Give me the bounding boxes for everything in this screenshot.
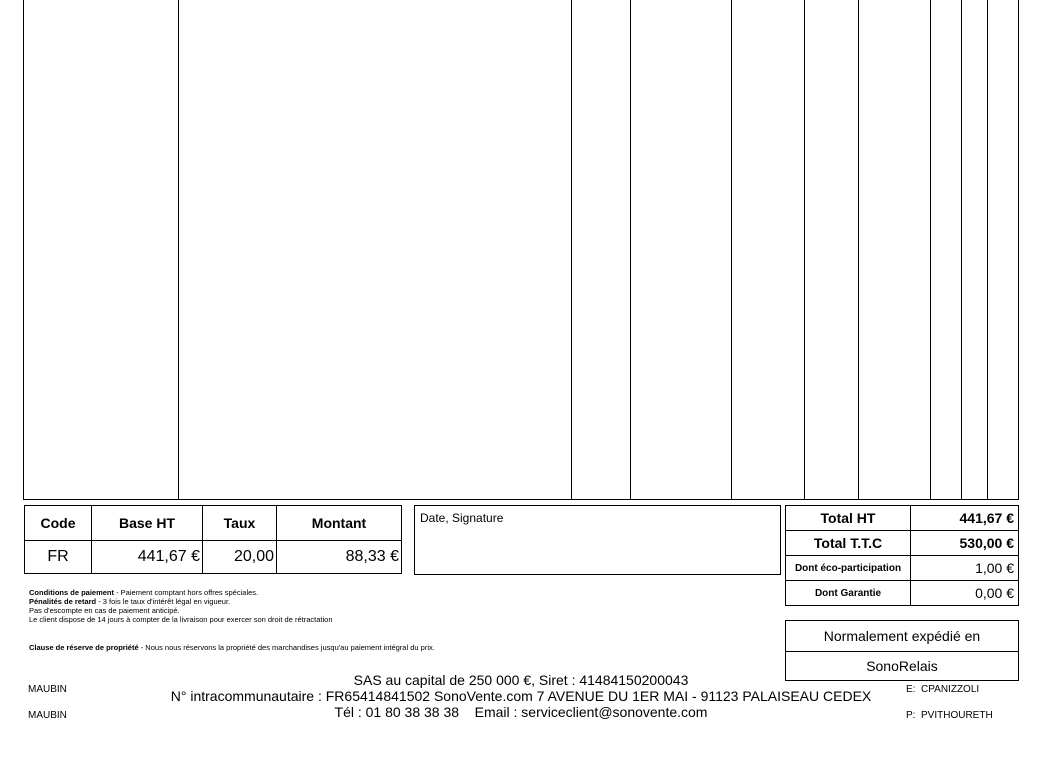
reserve-title: Clause de réserve de propriété (29, 643, 139, 652)
garantie-value: 0,00 € (911, 581, 1019, 606)
footer-right-bottom (906, 710, 993, 721)
footer-right-top (906, 684, 979, 695)
totals-row (786, 531, 1019, 556)
tax-header-code: Code (25, 506, 92, 541)
signature-box[interactable] (414, 505, 781, 575)
payment-conditions (29, 588, 429, 624)
tax-header-taux: Taux (203, 506, 277, 541)
shipping-line-2: SonoRelais (866, 658, 938, 674)
garantie-label: Dont Garantie (786, 581, 911, 606)
grid-border-right (1018, 0, 1019, 500)
total-ttc-label: Total T.T.C (786, 531, 911, 556)
late-penalty-title: Pénalités de retard (29, 597, 97, 606)
tax-table-header-row (25, 506, 402, 541)
withdrawal-line: Le client dispose de 14 jours à compter de la livraison pour exercer son droit de rétractation (29, 615, 333, 624)
tax-rate: 20,00 (203, 541, 277, 574)
eco-participation-label: Dont éco-participation (786, 556, 911, 581)
grid-column-divider (731, 0, 732, 500)
footer-address-line: N° intracommunautaire : FR65414841502 SonoVente.com 7 AVENUE DU 1ER MAI - 91123 PALAISEAU CEDEX (170, 688, 872, 704)
tax-header-base-ht: Base HT (92, 506, 203, 541)
tax-base-ht: 441,67 € (92, 541, 203, 574)
footer-right-bottom-name: PVITHOURETH (921, 710, 993, 721)
grid-column-divider (930, 0, 931, 500)
totals-row (786, 581, 1019, 606)
payment-terms-text: - Paiement comptant hors offres spéciales. (114, 588, 259, 597)
grid-bottom-border (23, 499, 1019, 500)
grid-column-divider (178, 0, 179, 500)
tax-header-montant: Montant (277, 506, 402, 541)
discount-line: Pas d'escompte en cas de paiement anticipé. (29, 606, 180, 615)
late-penalty-line (29, 597, 429, 606)
footer-contact-line: Tél : 01 80 38 38 38 Email : serviceclient@sonovente.com (334, 704, 708, 720)
total-ttc-value: 530,00 € (911, 531, 1019, 556)
footer-right-top-prefix: E: (906, 684, 916, 695)
total-ht-label: Total HT (786, 506, 911, 531)
totals-table (785, 505, 1019, 606)
table-row (25, 541, 402, 574)
grid-border-left (23, 0, 24, 500)
tax-amount: 88,33 € (277, 541, 402, 574)
grid-column-divider (804, 0, 805, 500)
footer-right-top-name: CPANIZZOLI (921, 684, 980, 695)
late-penalty-text: - 3 fois le taux d'intérêt légal en vigueur. (96, 597, 231, 606)
tax-code: FR (25, 541, 92, 574)
total-ht-value: 441,67 € (911, 506, 1019, 531)
shipping-line-1: Normalement expédié en (786, 621, 1018, 652)
grid-column-divider (858, 0, 859, 500)
eco-participation-value: 1,00 € (911, 556, 1019, 581)
grid-column-divider (987, 0, 988, 500)
signature-label: Date, Signature (420, 511, 504, 525)
reserve-text: - Nous nous réservons la propriété des marchandises jusqu'au paiement intégral du prix. (138, 643, 435, 652)
footer-left-top: MAUBIN (28, 684, 67, 695)
grid-column-divider (961, 0, 962, 500)
footer-company-line: SAS au capital de 250 000 €, Siret : 41484150200043 (353, 672, 689, 688)
totals-row (786, 506, 1019, 531)
tax-table (24, 505, 402, 574)
footer-left-bottom: MAUBIN (28, 710, 67, 721)
grid-column-divider (630, 0, 631, 500)
footer-right-bottom-prefix: P: (906, 710, 916, 721)
totals-row (786, 556, 1019, 581)
payment-terms-title: Conditions de paiement (29, 588, 115, 597)
payment-terms-line (29, 588, 429, 597)
grid-column-divider (571, 0, 572, 500)
property-reserve-clause (29, 643, 629, 652)
